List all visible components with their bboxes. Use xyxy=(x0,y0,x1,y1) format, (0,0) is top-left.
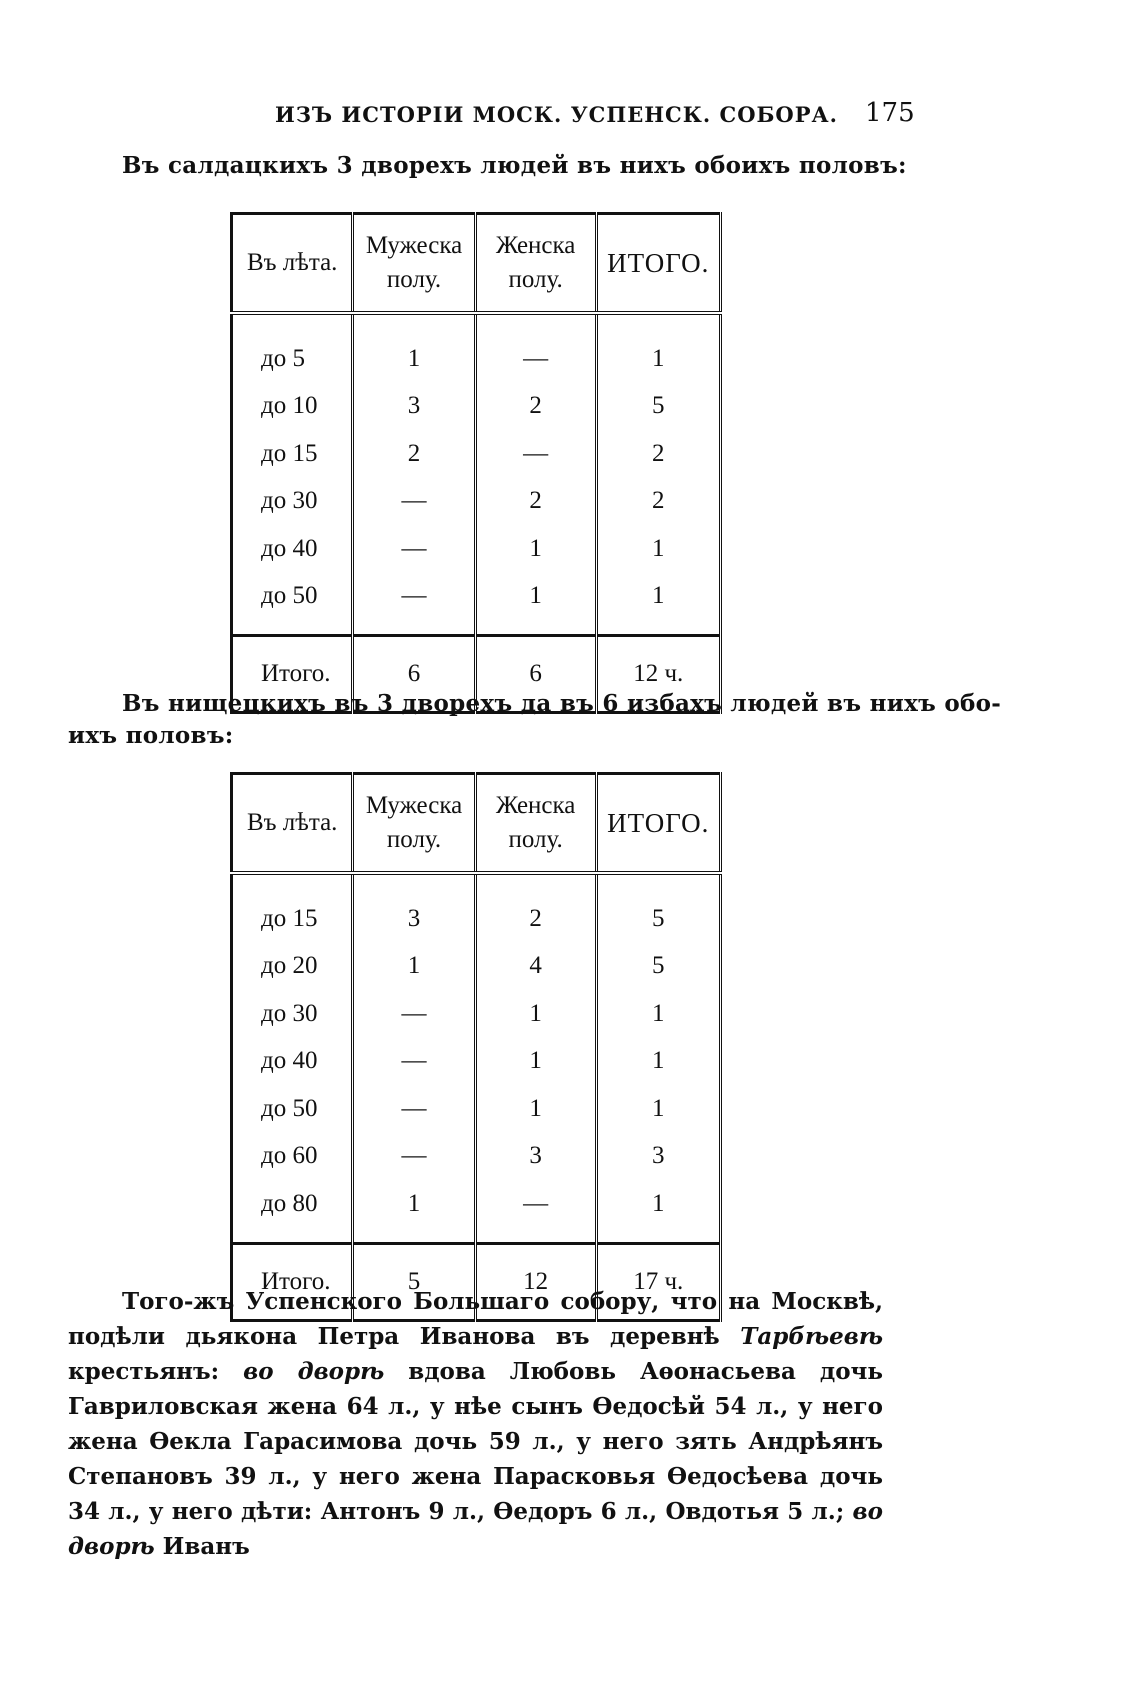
total-cell: 3 xyxy=(596,1133,720,1181)
female-cell: 3 xyxy=(475,1133,596,1181)
age-cell: до 40 xyxy=(232,1038,353,1086)
age-cell: до 50 xyxy=(232,573,353,636)
female-cell: 1 xyxy=(475,525,596,573)
male-total: 6 xyxy=(353,636,475,713)
table2-header-row xyxy=(232,774,721,874)
age-cell: до 60 xyxy=(232,1133,353,1181)
age-cell: до 40 xyxy=(232,525,353,573)
table-row xyxy=(232,313,721,383)
male-cell: — xyxy=(353,1038,475,1086)
female-cell: 1 xyxy=(475,573,596,636)
age-cell: до 30 xyxy=(232,990,353,1038)
male-cell: — xyxy=(353,1133,475,1181)
total-cell: 1 xyxy=(596,1038,720,1086)
male-cell: 1 xyxy=(353,1180,475,1243)
total-cell: 1 xyxy=(596,1180,720,1243)
male-cell: — xyxy=(353,525,475,573)
male-cell: — xyxy=(353,990,475,1038)
table2-intro-line2: ихъ половъ: xyxy=(68,722,234,749)
total-cell: 1 xyxy=(596,990,720,1038)
table2-header-male: Мужеска полу. xyxy=(353,774,475,874)
age-cell: до 10 xyxy=(232,383,353,431)
table-row xyxy=(232,1038,721,1086)
table1-header-row xyxy=(232,214,721,314)
running-head xyxy=(0,96,1140,136)
paragraph-italic-place: Тарбѣевѣ xyxy=(740,1323,883,1350)
female-cell: 1 xyxy=(475,990,596,1038)
running-head-title: ИЗЪ ИСТОРІИ МОСК. УСПЕНСК. СОБОРА. xyxy=(275,102,838,127)
age-cell: до 15 xyxy=(232,430,353,478)
total-cell: 1 xyxy=(596,313,720,383)
table-row xyxy=(232,430,721,478)
table1-header-female: Женска полу. xyxy=(475,214,596,314)
age-cell: до 80 xyxy=(232,1180,353,1243)
table2-header-female: Женска полу. xyxy=(475,774,596,874)
male-cell: 2 xyxy=(353,430,475,478)
table2-intro-line1: Въ нищецкихъ въ 3 дворехъ да въ 6 избахъ людей въ нихъ обо- xyxy=(122,690,1002,717)
male-cell: 1 xyxy=(353,313,475,383)
table1-header-male: Мужеска полу. xyxy=(353,214,475,314)
total-cell: 1 xyxy=(596,1085,720,1133)
male-cell: 3 xyxy=(353,383,475,431)
age-cell: до 30 xyxy=(232,478,353,526)
paragraph-text: крестьянъ: xyxy=(68,1358,244,1385)
paragraph-text: Иванъ xyxy=(154,1533,250,1560)
table-row xyxy=(232,1085,721,1133)
total-cell: 5 xyxy=(596,943,720,991)
female-cell: — xyxy=(475,313,596,383)
grand-total: 17 ч. xyxy=(596,1243,720,1320)
table1-header-total: ИТОГО. xyxy=(596,214,720,314)
table1-header-age: Въ лѣта. xyxy=(232,214,353,314)
female-cell: — xyxy=(475,430,596,478)
table-row xyxy=(232,1180,721,1243)
female-cell: 2 xyxy=(475,383,596,431)
female-cell: 1 xyxy=(475,1085,596,1133)
female-cell: 4 xyxy=(475,943,596,991)
table-row xyxy=(232,478,721,526)
paragraph-italic-household: во дворѣ xyxy=(68,1498,883,1560)
total-cell: 1 xyxy=(596,525,720,573)
table1-intro: Въ салдацкихъ 3 дворехъ людей въ нихъ обоихъ половъ: xyxy=(122,152,907,179)
paragraph-text: вдова Любовь Аѳонасьева дочь Гавриловская жена 64 л., у нѣе сынъ Ѳедосѣй 54 л., у него жена Ѳекла Гарасимова дочь 59 л., у него зять Андрѣянъ Степановъ 39 л., у него жена Парасковья Ѳедосѣева дочь 34 л., у него дѣти: Антонъ 9 л., Ѳедоръ 6 л., Овдотья 5 л.; xyxy=(68,1358,883,1525)
age-cell: до 20 xyxy=(232,943,353,991)
table2 xyxy=(230,772,722,1322)
female-cell: — xyxy=(475,1180,596,1243)
total-cell: 2 xyxy=(596,430,720,478)
total-cell: 1 xyxy=(596,573,720,636)
table-row xyxy=(232,525,721,573)
grand-total: 12 ч. xyxy=(596,636,720,713)
table-row xyxy=(232,573,721,636)
male-cell: 3 xyxy=(353,873,475,943)
female-total: 12 xyxy=(475,1243,596,1320)
total-cell: 5 xyxy=(596,873,720,943)
male-cell: 1 xyxy=(353,943,475,991)
body-paragraph xyxy=(68,1284,883,1564)
age-cell: до 5 xyxy=(232,313,353,383)
table2-header-age: Въ лѣта. xyxy=(232,774,353,874)
table-row xyxy=(232,873,721,943)
total-cell: 2 xyxy=(596,478,720,526)
total-label: Итого. xyxy=(232,636,353,713)
total-cell: 5 xyxy=(596,383,720,431)
table1 xyxy=(230,212,722,714)
page-number: 175 xyxy=(865,98,915,128)
paragraph-italic-household: во дворѣ xyxy=(243,1358,385,1385)
age-cell: до 50 xyxy=(232,1085,353,1133)
table-row xyxy=(232,383,721,431)
male-cell: — xyxy=(353,478,475,526)
table-row xyxy=(232,943,721,991)
male-total: 5 xyxy=(353,1243,475,1320)
table2-header-total: ИТОГО. xyxy=(596,774,720,874)
table-row xyxy=(232,990,721,1038)
age-cell: до 15 xyxy=(232,873,353,943)
female-cell: 2 xyxy=(475,478,596,526)
total-label: Итого. xyxy=(232,1243,353,1320)
male-cell: — xyxy=(353,1085,475,1133)
male-cell: — xyxy=(353,573,475,636)
female-cell: 2 xyxy=(475,873,596,943)
female-cell: 1 xyxy=(475,1038,596,1086)
table-row xyxy=(232,1133,721,1181)
paragraph-text: Того-жъ Успенского Большаго собору, что на Москвѣ, подѣли дьякона Петра Иванова въ деревнѣ xyxy=(68,1288,883,1350)
female-total: 6 xyxy=(475,636,596,713)
